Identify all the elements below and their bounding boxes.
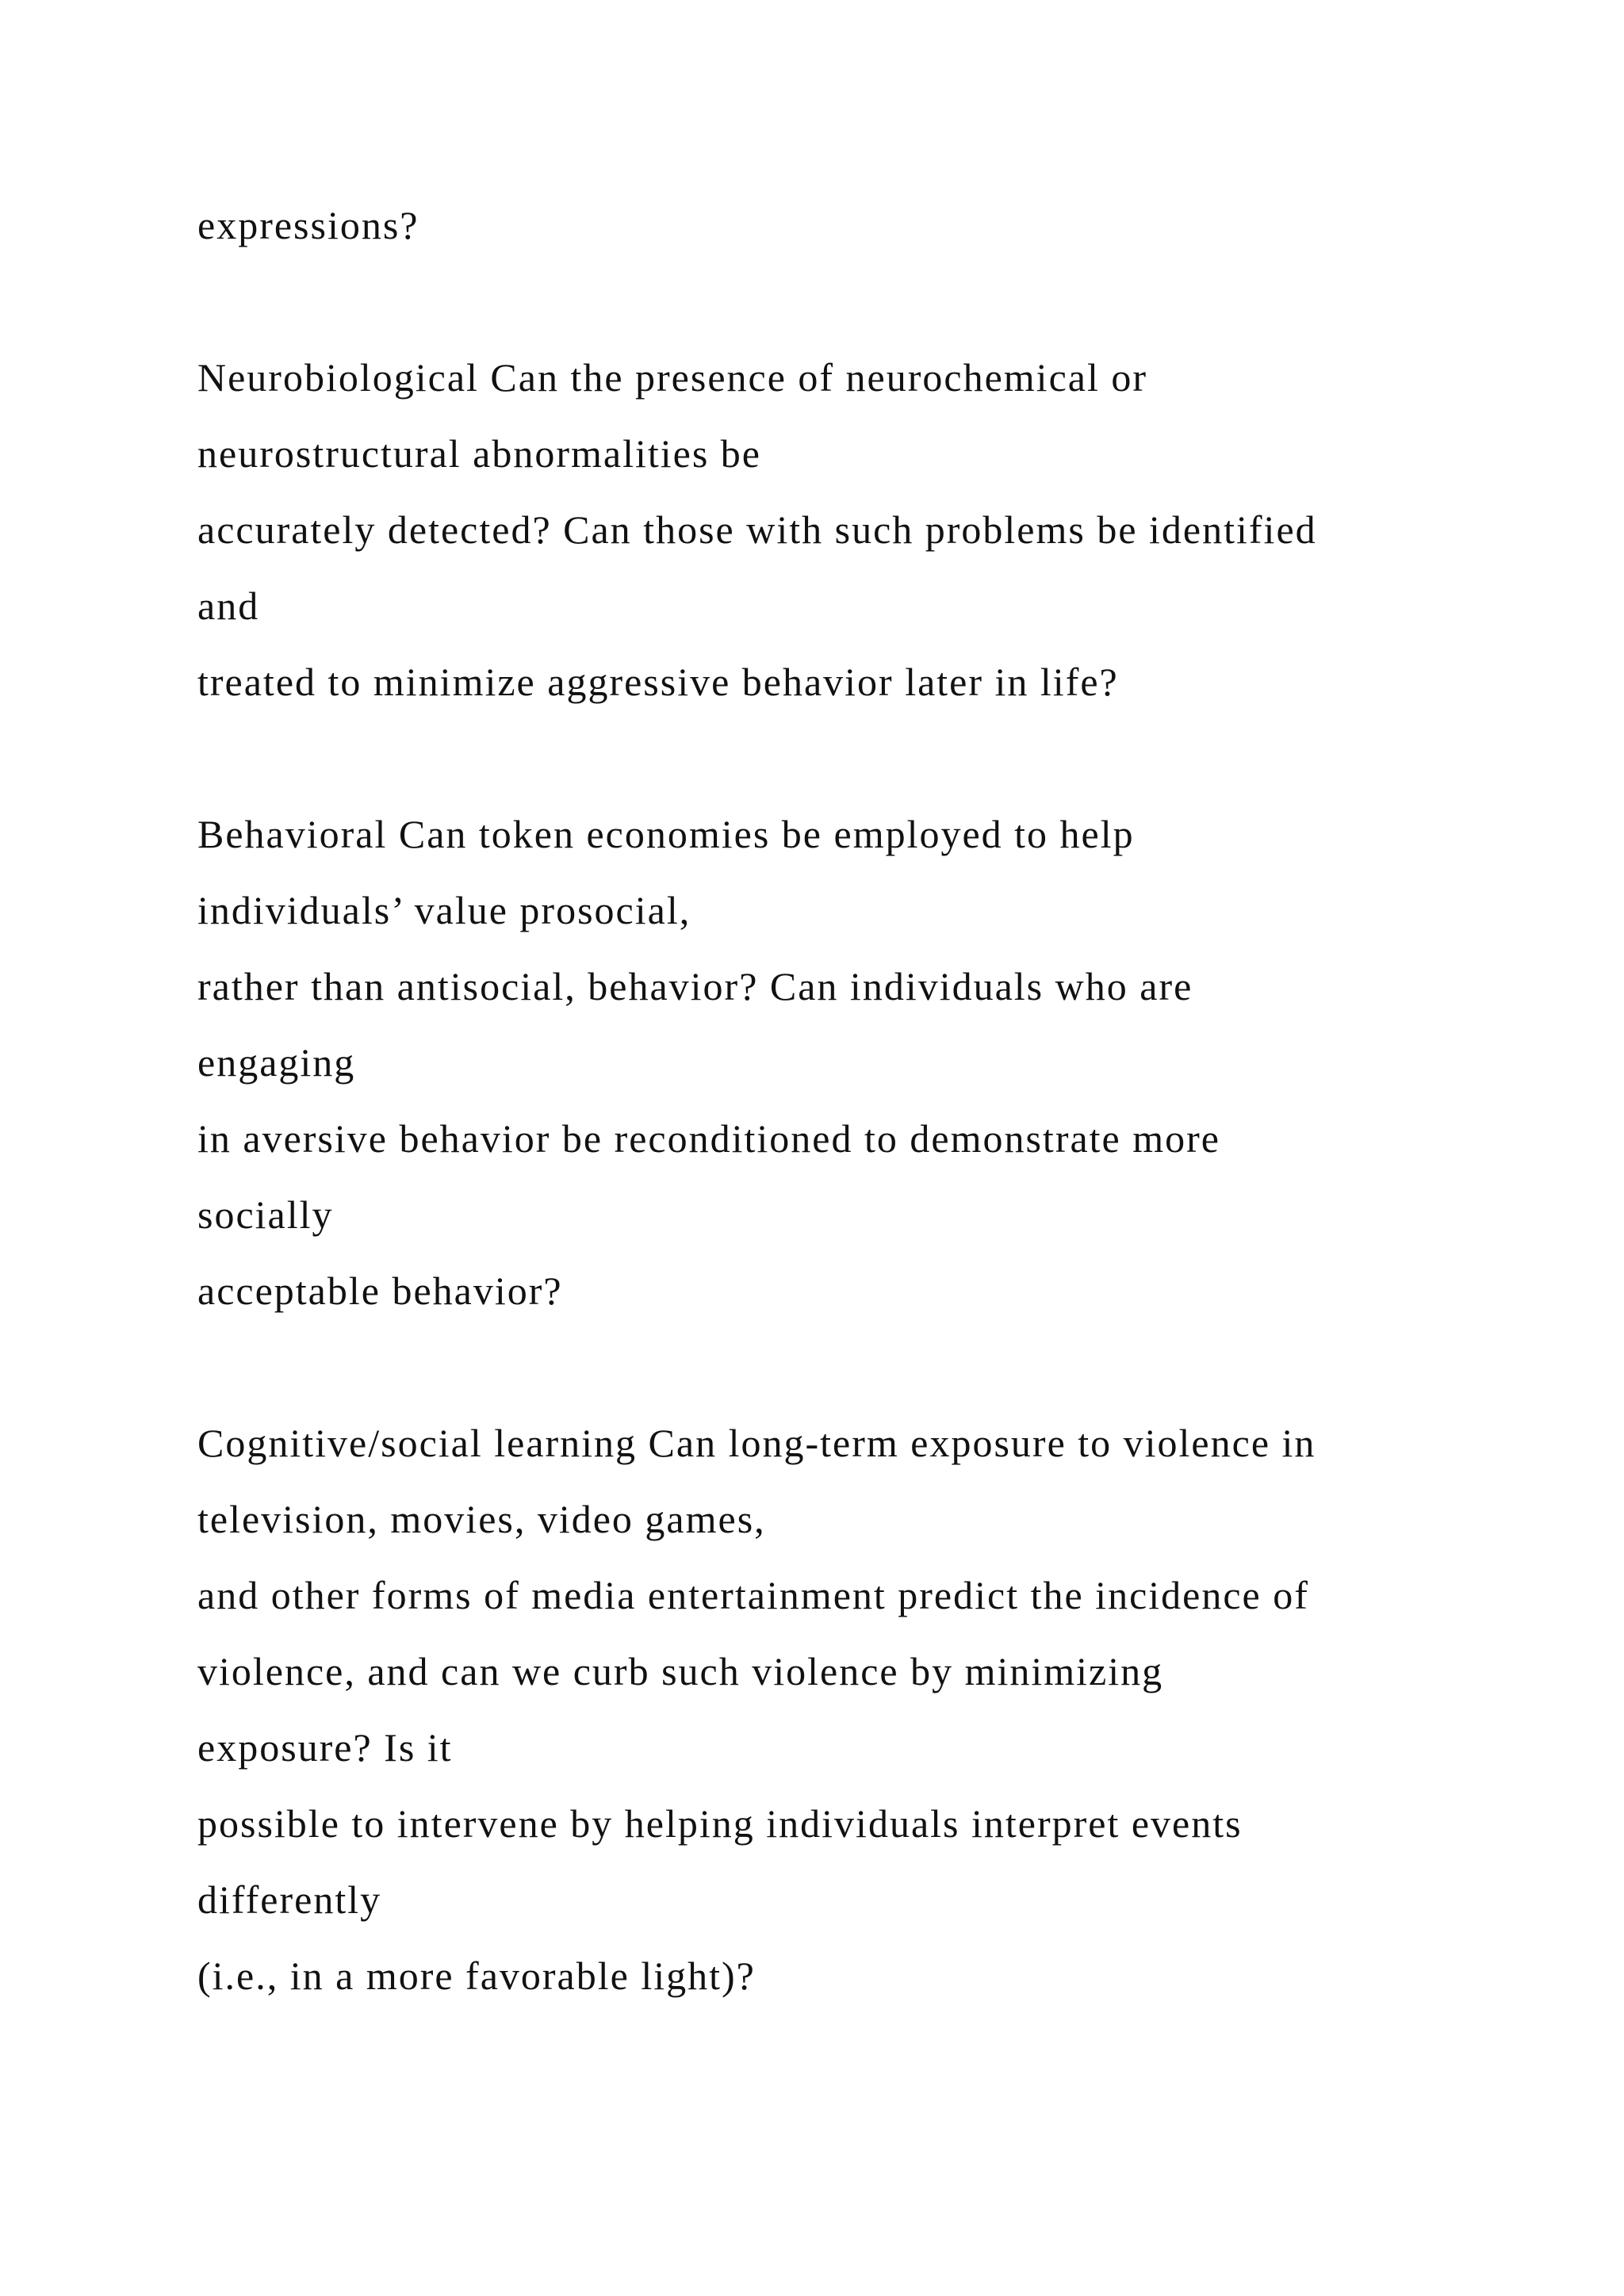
- text-line: treated to minimize aggressive behavior later in life?: [197, 660, 1119, 704]
- text-line: rather than antisocial, behavior? Can individuals who are: [197, 964, 1193, 1008]
- text-line: expressions?: [197, 203, 419, 247]
- text-line: socially: [197, 1192, 334, 1237]
- text-line: acceptable behavior?: [197, 1269, 563, 1313]
- text-line: (i.e., in a more favorable light)?: [197, 1954, 756, 1998]
- text-line: individuals’ value prosocial,: [197, 888, 691, 932]
- text-line: Cognitive/social learning Can long-term exposure to violence in: [197, 1421, 1316, 1465]
- paragraph-gap: [197, 263, 1530, 339]
- text-line: television, movies, video games,: [197, 1497, 766, 1541]
- paragraph-gap: [197, 720, 1530, 796]
- text-line: Neurobiological Can the presence of neurochemical or: [197, 355, 1147, 400]
- text-line: and: [197, 584, 260, 628]
- text-line: exposure? Is it: [197, 1725, 453, 1770]
- text-line: possible to intervene by helping individuals interpret events: [197, 1801, 1243, 1846]
- text-line: violence, and can we curb such violence by minimizing: [197, 1649, 1164, 1693]
- text-line: and other forms of media entertainment predict the incidence of: [197, 1573, 1309, 1617]
- text-line: neurostructural abnormalities be: [197, 431, 761, 476]
- text-line: in aversive behavior be reconditioned to demonstrate more: [197, 1116, 1220, 1161]
- document-body: [197, 187, 1530, 2014]
- text-line: engaging: [197, 1040, 356, 1085]
- text-line: differently: [197, 1877, 382, 1922]
- text-line: accurately detected? Can those with such problems be identified: [197, 507, 1317, 552]
- text-line: Behavioral Can token economies be employed to help: [197, 812, 1135, 856]
- paragraph-gap: [197, 1329, 1530, 1405]
